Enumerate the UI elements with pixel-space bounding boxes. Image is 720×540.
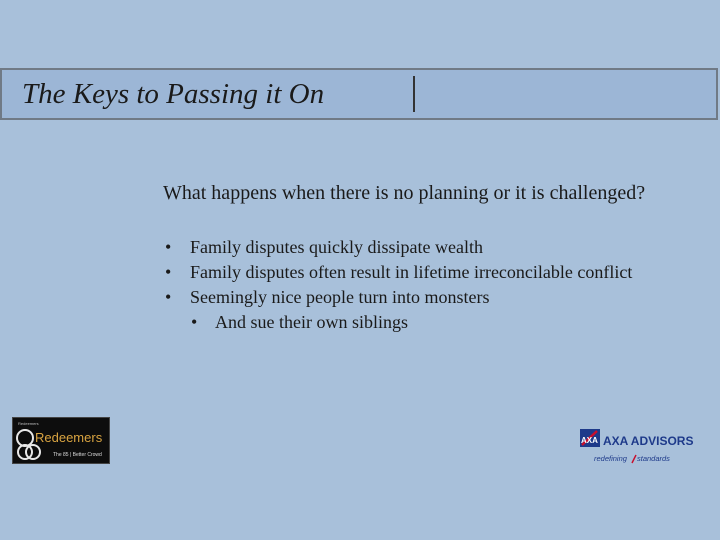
redeemers-logo — [12, 417, 110, 464]
bullet-icon: • — [191, 312, 198, 332]
axa-tagline-part1: redefining — [594, 454, 627, 463]
svg-text:Redeemers: Redeemers — [18, 421, 39, 426]
bullet-text: Seemingly nice people turn into monsters — [190, 287, 490, 307]
axa-advisors-name: AXA ADVISORS — [603, 434, 694, 448]
redeemers-logo-text: Redeemers — [35, 430, 103, 445]
bullet-item — [163, 260, 663, 285]
sub-bullet-item — [163, 310, 663, 335]
sub-bullet-text: And sue their own siblings — [215, 312, 408, 332]
bullet-item — [163, 235, 663, 260]
bullet-icon: • — [165, 287, 172, 307]
axa-advisors-logo — [578, 428, 708, 470]
axa-tagline-part2: standards — [637, 454, 670, 463]
bullet-item — [163, 285, 663, 310]
slide-content — [163, 180, 663, 335]
bullet-list — [163, 235, 663, 335]
redeemers-logo-tagline: The 85 | Better Crowd — [53, 452, 102, 458]
title-divider — [413, 76, 415, 112]
axa-brand-mark: AXA — [581, 436, 598, 445]
bullet-text: Family disputes quickly dissipate wealth — [190, 237, 483, 257]
bullet-icon: • — [165, 262, 172, 282]
title-bar — [0, 68, 718, 120]
bullet-icon: • — [165, 237, 172, 257]
intro-text: What happens when there is no planning or it is challenged? — [163, 182, 646, 204]
bullet-text: Family disputes often result in lifetime irreconcilable conflict — [190, 262, 633, 282]
slide-title: The Keys to Passing it On — [22, 78, 325, 110]
